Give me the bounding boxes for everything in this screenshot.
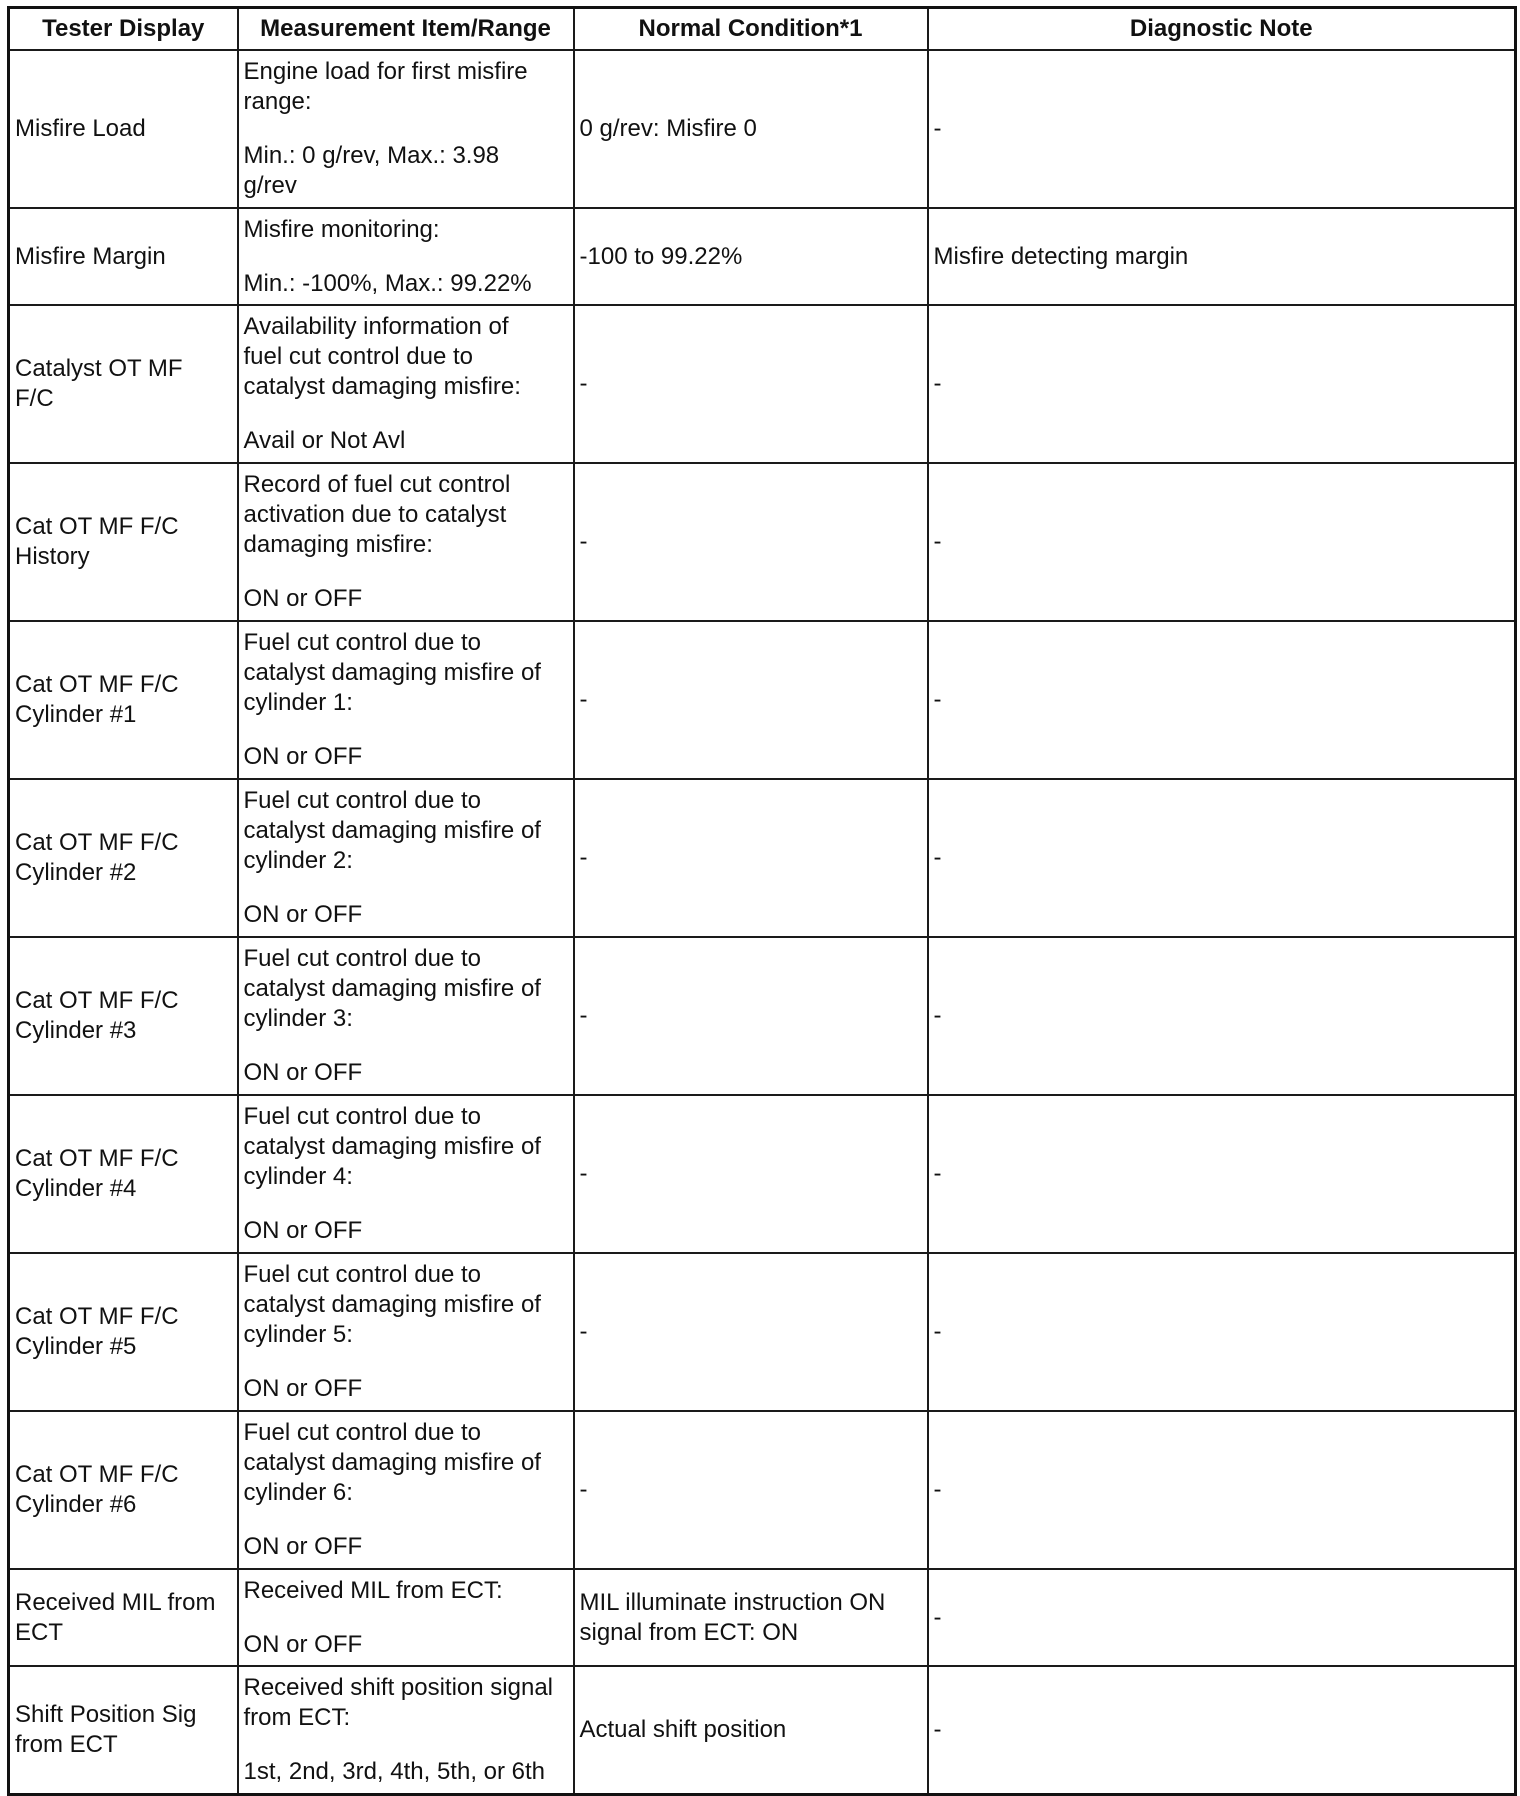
measurement-item-line: Fuel cut control due to (243, 1419, 481, 1446)
normal-condition-line: signal from ECT: ON (579, 1618, 799, 1646)
tester-display-cell (9, 621, 238, 779)
data-list-table (7, 6, 1517, 1796)
measurement-item-line: Fuel cut control due to (243, 945, 481, 972)
measurement-item-cell (238, 463, 574, 621)
paragraph-gap (244, 1606, 568, 1630)
table-row (9, 937, 1516, 1095)
normal-condition-line: 0 g/rev: Misfire 0 (579, 115, 757, 142)
normal-condition-cell (574, 937, 928, 1095)
column-header-tester-display: Tester Display (9, 8, 238, 51)
measurement-item-line: ON or OFF (243, 1059, 363, 1086)
measurement-item-line: ON or OFF (243, 1217, 363, 1244)
paragraph-gap (244, 402, 568, 426)
table-row (9, 1095, 1516, 1253)
measurement-item-line: damaging misfire: (243, 531, 433, 558)
normal-condition-cell (574, 779, 928, 937)
paragraph-gap (244, 117, 568, 141)
diagnostic-note-line: - (933, 1002, 942, 1029)
diagnostic-note-line: - (933, 844, 942, 871)
tester-display-line: Cat OT MF F/C (15, 1303, 179, 1330)
paragraph-gap (244, 560, 568, 584)
normal-condition-line: - (579, 1160, 588, 1187)
paragraph-gap (244, 718, 568, 742)
measurement-item-line: Received shift position signal (243, 1674, 554, 1701)
measurement-item-line: catalyst damaging misfire of (243, 1449, 541, 1476)
measurement-item-cell (238, 779, 574, 937)
measurement-item-line: Min.: 0 g/rev, Max.: 3.98 (243, 142, 500, 169)
normal-condition-line: - (579, 686, 588, 713)
tester-display-cell (9, 779, 238, 937)
table-row (9, 779, 1516, 937)
diagnostic-note-cell (928, 1666, 1516, 1794)
table-row (9, 50, 1516, 208)
tester-display-line: F/C (15, 385, 54, 412)
tester-display-cell (9, 305, 238, 463)
table-row (9, 1666, 1516, 1794)
normal-condition-cell (574, 305, 928, 463)
tester-display-line: Cat OT MF F/C (15, 1461, 179, 1488)
measurement-item-line: range: (243, 88, 312, 115)
measurement-item-line: g/rev (243, 172, 297, 199)
measurement-item-cell (238, 1569, 574, 1666)
tester-display-line: Shift Position Sig (15, 1700, 197, 1728)
table-header-row (9, 8, 1516, 51)
normal-condition-cell (574, 1253, 928, 1411)
normal-condition-line: Actual shift position (579, 1715, 787, 1743)
paragraph-gap (244, 1733, 568, 1757)
measurement-item-line: ON or OFF (243, 743, 363, 770)
diagnostic-note-line: - (933, 1476, 942, 1503)
diagnostic-note-cell (928, 305, 1516, 463)
tester-display-cell (9, 1253, 238, 1411)
measurement-item-line: Min.: -100%, Max.: 99.22% (243, 270, 532, 297)
measurement-item-line: catalyst damaging misfire of (243, 1133, 541, 1160)
tester-display-line: Cat OT MF F/C (15, 513, 179, 540)
table-row (9, 1569, 1516, 1666)
normal-condition-cell (574, 1411, 928, 1569)
diagnostic-note-line: - (933, 1318, 942, 1345)
tester-display-line: Misfire Load (15, 115, 146, 142)
normal-condition-cell (574, 1666, 928, 1794)
measurement-item-line: from ECT: (243, 1704, 351, 1731)
measurement-item-line: Fuel cut control due to (243, 1261, 481, 1288)
measurement-item-line: catalyst damaging misfire: (243, 373, 521, 400)
measurement-item-cell (238, 50, 574, 208)
table-body (9, 50, 1516, 1794)
measurement-item-line: catalyst damaging misfire of (243, 975, 541, 1002)
tester-display-line: Cat OT MF F/C (15, 671, 179, 698)
measurement-item-line: cylinder 5: (243, 1321, 353, 1348)
diagnostic-note-line: - (933, 528, 942, 555)
paragraph-gap (244, 876, 568, 900)
measurement-item-line: cylinder 6: (243, 1479, 353, 1506)
tester-display-line: History (15, 543, 90, 570)
tester-display-line: Cylinder #1 (15, 701, 137, 728)
tester-display-line: Cat OT MF F/C (15, 1145, 179, 1172)
normal-condition-line: -100 to 99.22% (579, 242, 743, 270)
paragraph-gap (244, 1350, 568, 1374)
tester-display-line: Cylinder #2 (15, 859, 137, 886)
column-header-diagnostic-note: Diagnostic Note (928, 8, 1516, 51)
paragraph-gap (244, 245, 568, 269)
paragraph-gap (244, 1034, 568, 1058)
normal-condition-cell (574, 50, 928, 208)
diagnostic-note-cell (928, 621, 1516, 779)
measurement-item-cell (238, 1411, 574, 1569)
measurement-item-cell (238, 1666, 574, 1794)
measurement-item-line: Misfire monitoring: (243, 216, 440, 243)
measurement-item-line: ON or OFF (243, 1631, 363, 1658)
column-header-measurement-item: Measurement Item/Range (238, 8, 574, 51)
tester-display-line: Cylinder #5 (15, 1333, 137, 1360)
diagnostic-note-line: - (933, 1715, 942, 1743)
normal-condition-line: - (579, 1002, 588, 1029)
tester-display-cell (9, 463, 238, 621)
normal-condition-cell (574, 621, 928, 779)
diagnostic-note-cell (928, 1253, 1516, 1411)
measurement-item-cell (238, 305, 574, 463)
tester-display-line: Catalyst OT MF (15, 355, 183, 382)
table-row (9, 621, 1516, 779)
tester-display-cell (9, 1569, 238, 1666)
measurement-item-line: Record of fuel cut control (243, 471, 511, 498)
tester-display-line: Cat OT MF F/C (15, 987, 179, 1014)
normal-condition-line: - (579, 844, 588, 871)
diagnostic-note-line: - (933, 370, 942, 397)
measurement-item-cell (238, 1253, 574, 1411)
tester-display-line: Misfire Margin (15, 242, 166, 270)
measurement-item-line: Fuel cut control due to (243, 787, 481, 814)
diagnostic-note-cell (928, 937, 1516, 1095)
tester-display-cell (9, 1411, 238, 1569)
diagnostic-note-cell (928, 779, 1516, 937)
normal-condition-line: - (579, 370, 588, 397)
measurement-item-line: Received MIL from ECT: (243, 1577, 503, 1604)
measurement-item-cell (238, 208, 574, 305)
diagnostic-note-line: - (933, 1603, 942, 1631)
column-header-normal-condition: Normal Condition*1 (574, 8, 928, 51)
measurement-item-line: catalyst damaging misfire of (243, 1291, 541, 1318)
diagnostic-note-cell (928, 1569, 1516, 1666)
table-row (9, 1411, 1516, 1569)
diagnostic-note-line: Misfire detecting margin (933, 242, 1189, 270)
measurement-item-line: ON or OFF (243, 901, 363, 928)
paragraph-gap (244, 1508, 568, 1532)
measurement-item-cell (238, 1095, 574, 1253)
measurement-item-line: Avail or Not Avl (243, 427, 406, 454)
tester-display-cell (9, 208, 238, 305)
measurement-item-line: cylinder 2: (243, 847, 353, 874)
normal-condition-cell (574, 463, 928, 621)
diagnostic-note-cell (928, 1411, 1516, 1569)
tester-display-cell (9, 1095, 238, 1253)
tester-display-line: Cylinder #4 (15, 1175, 137, 1202)
diagnostic-note-line: - (933, 115, 942, 142)
normal-condition-line: - (579, 1476, 588, 1503)
table-row (9, 305, 1516, 463)
tester-display-line: Cylinder #6 (15, 1491, 137, 1518)
normal-condition-cell (574, 208, 928, 305)
diagnostic-note-cell (928, 1095, 1516, 1253)
tester-display-cell (9, 50, 238, 208)
measurement-item-line: Fuel cut control due to (243, 1103, 481, 1130)
normal-condition-line: - (579, 1318, 588, 1345)
tester-display-line: Cylinder #3 (15, 1017, 137, 1044)
tester-display-line: Received MIL from (15, 1588, 216, 1616)
measurement-item-line: ON or OFF (243, 1375, 363, 1402)
tester-display-line: Cat OT MF F/C (15, 829, 179, 856)
diagnostic-note-cell (928, 208, 1516, 305)
normal-condition-cell (574, 1095, 928, 1253)
paragraph-gap (244, 1192, 568, 1216)
table-row (9, 1253, 1516, 1411)
measurement-item-line: cylinder 3: (243, 1005, 353, 1032)
measurement-item-line: cylinder 4: (243, 1163, 353, 1190)
measurement-item-line: ON or OFF (243, 585, 363, 612)
diagnostic-note-cell (928, 463, 1516, 621)
measurement-item-line: catalyst damaging misfire of (243, 659, 541, 686)
measurement-item-line: fuel cut control due to (243, 343, 473, 370)
measurement-item-line: activation due to catalyst (243, 501, 507, 528)
table-row (9, 463, 1516, 621)
normal-condition-line: MIL illuminate instruction ON (579, 1588, 886, 1616)
tester-display-cell (9, 937, 238, 1095)
diagnostic-note-cell (928, 50, 1516, 208)
normal-condition-line: - (579, 528, 588, 555)
tester-display-line: from ECT (15, 1730, 118, 1758)
measurement-item-cell (238, 621, 574, 779)
measurement-item-line: catalyst damaging misfire of (243, 817, 541, 844)
measurement-item-line: 1st, 2nd, 3rd, 4th, 5th, or 6th (243, 1758, 546, 1785)
measurement-item-line: ON or OFF (243, 1533, 363, 1560)
normal-condition-cell (574, 1569, 928, 1666)
measurement-item-line: Fuel cut control due to (243, 629, 481, 656)
tester-display-cell (9, 1666, 238, 1794)
diagnostic-note-line: - (933, 686, 942, 713)
diagnostic-note-line: - (933, 1160, 942, 1187)
measurement-item-cell (238, 937, 574, 1095)
measurement-item-line: Availability information of (243, 313, 509, 340)
measurement-item-line: Engine load for first misfire (243, 58, 528, 85)
tester-display-line: ECT (15, 1618, 63, 1646)
measurement-item-line: cylinder 1: (243, 689, 353, 716)
table-row (9, 208, 1516, 305)
